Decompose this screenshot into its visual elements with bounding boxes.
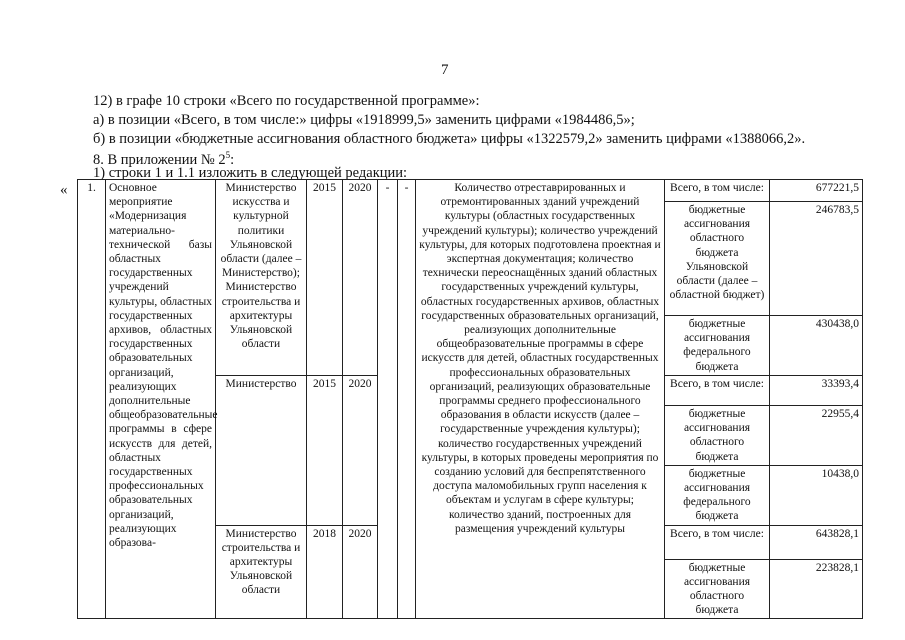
paragraph-item-8-text: 8. В приложении № 2 [93,151,226,168]
amount-cell: 643828,1 [770,525,863,559]
source-cell: Всего, в том числе: [665,525,770,559]
year-start-cell: 2015 [307,180,343,376]
table-row [78,180,863,202]
amount-cell: 430438,0 [770,316,863,376]
dash-cell: - [398,180,416,619]
row-number: 1. [78,180,106,619]
paragraph-item-12: 12) в графе 10 строки «Всего по государственной программе»: [93,93,480,109]
executor-cell: Министерство [216,376,307,526]
dash-cell: - [378,180,398,619]
program-table [77,179,863,619]
paragraph-item-a: а) в позиции «Всего, в том числе:» цифры «1918999,5» заменить цифрами «1984486,5»; [93,112,635,128]
paragraph-item-b: б) в позиции «бюджетные ассигнования областного бюджета» цифры «1322579,2» заменить цифрами «1388066,2». [93,131,806,147]
year-end-cell: 2020 [343,180,378,376]
paragraph-item-8-colon: : [230,151,235,168]
amount-cell: 677221,5 [770,180,863,202]
amount-cell: 22955,4 [770,406,863,466]
amount-cell: 10438,0 [770,465,863,525]
source-cell: Всего, в том числе: [665,180,770,202]
source-cell: бюджетные ассигнования областного бюджета Ульяновской области (далее – областной бюджет) [665,202,770,316]
executor-cell: Министерство искусства и культурной политики Ульяновской области (далее – Министерство); Министерство строительства и архитектуры Ульяновской области [216,180,307,376]
source-cell: бюджетные ассигнования областного бюджета [665,559,770,619]
amount-cell: 33393,4 [770,376,863,406]
executor-cell: Министерство строительства и архитектуры Ульяновской области [216,525,307,619]
year-start-cell: 2018 [307,525,343,619]
year-end-cell: 2020 [343,376,378,526]
superscript: 5 [225,150,231,160]
paragraph-item-1: 1) строки 1 и 1.1 изложить в следующей редакции: [93,165,408,181]
amount-cell: 223828,1 [770,559,863,619]
year-start-cell: 2015 [307,376,343,526]
source-cell: бюджетные ассигнования федерального бюджета [665,316,770,376]
year-end-cell: 2020 [343,525,378,619]
page-number: 7 [441,62,449,78]
indicators-cell: Количество отреставрированных и отремонтированных зданий учреждений культуры (областных государственных учреждений культуры); количество учреждений культуры, для которых подготовлена проектная и экспертная документация; количество технически переоснащённых зданий областных государственных учреждений культуры, областных государственных архивов, областных государственных образовательных организаций, реализующих дополнительные общеобразовательные программы в сфере искусств для детей, областных государственных профессиональных образовательных организаций, реализующих образовательные программы среднего профессионального образования в области искусств (далее – государственные учреждения культуры); количество государственных учреждений культуры, в которых проведены мероприятия по созданию условий для беспрепятственного доступа маломобильных групп населения к объектам и услугам в сфере культуры; количество зданий, построенных для размещения учреждений культуры [416,180,665,619]
source-cell: бюджетные ассигнования федерального бюджета [665,465,770,525]
source-cell: бюджетные ассигнования областного бюджета [665,406,770,466]
source-cell: Всего, в том числе: [665,376,770,406]
opening-quote: « [60,182,68,198]
amount-cell: 246783,5 [770,202,863,316]
measure-description: Основное мероприятие «Модернизация материально-технической базы областных государственных учреждений культуры, областных государственных архивов, областных государственных образовательных организаций, реализующих дополнительные общеобразовательные программы в сфере искусств для детей, областных государственных профессиональных образовательных организаций, реализующих образова- [106,180,216,619]
